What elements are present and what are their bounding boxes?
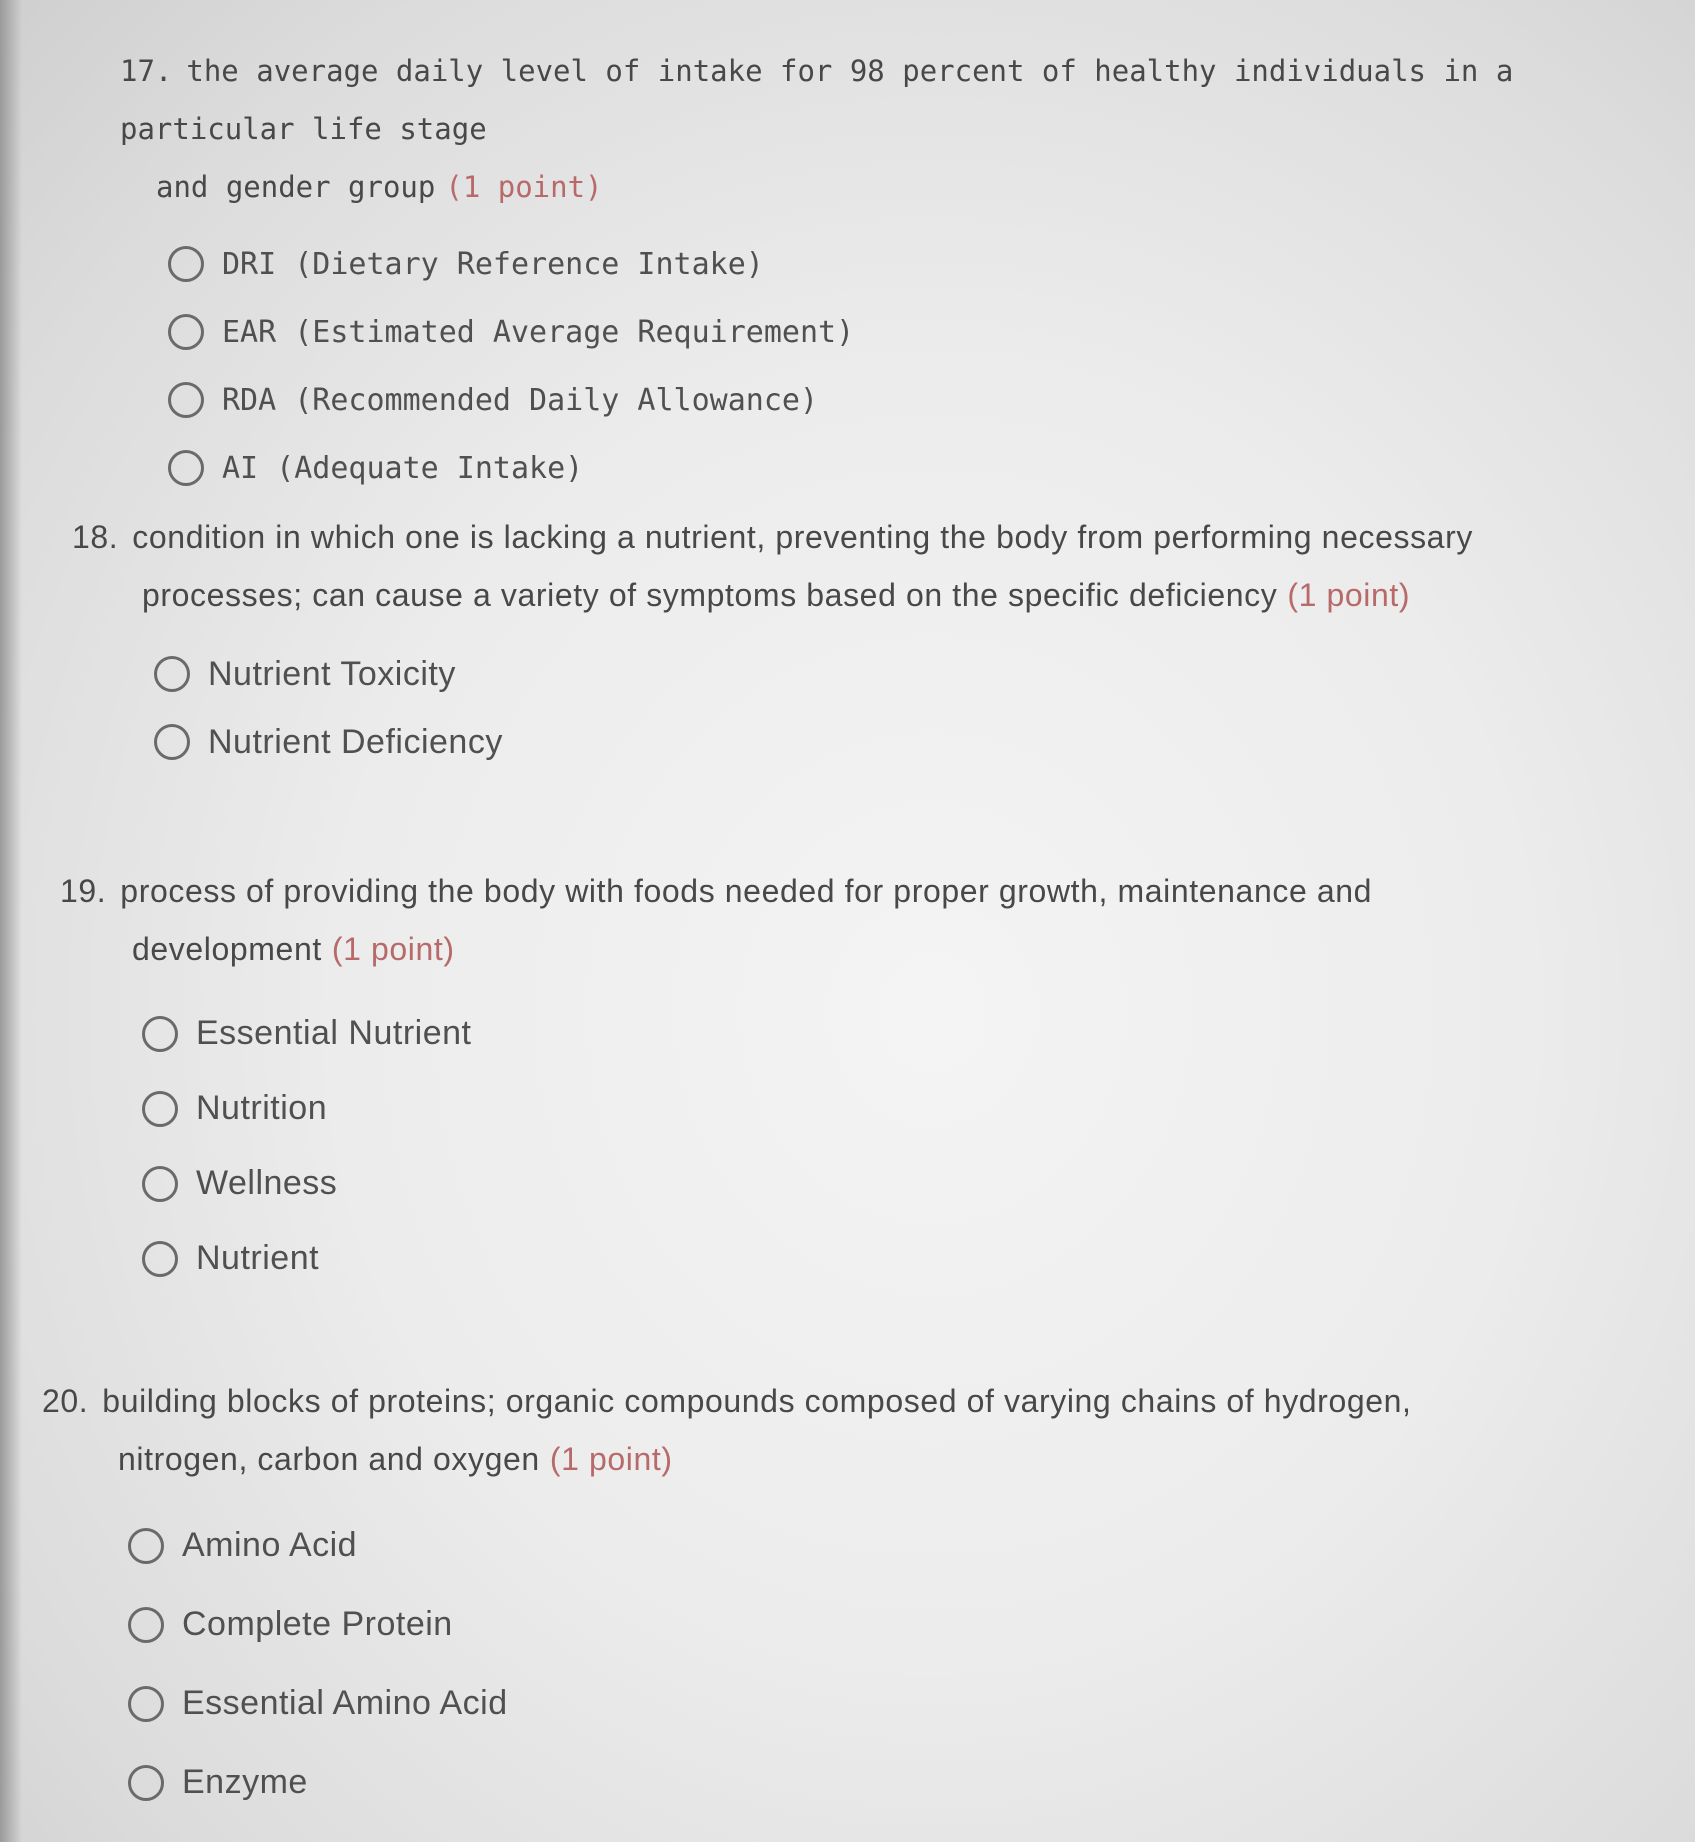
- radio-button[interactable]: [142, 1016, 178, 1052]
- option-rda[interactable]: [168, 366, 1640, 434]
- option-complete-protein[interactable]: [128, 1585, 1642, 1664]
- option-label: Essential Amino Acid: [182, 1684, 508, 1722]
- option-wellness[interactable]: [142, 1146, 1620, 1221]
- question-text-line2: and gender group: [156, 170, 436, 204]
- points-label: (1 point): [331, 931, 455, 967]
- option-amino-acid[interactable]: [128, 1506, 1642, 1585]
- option-nutrition[interactable]: [142, 1071, 1620, 1146]
- radio-button[interactable]: [142, 1166, 178, 1202]
- option-enzyme[interactable]: [128, 1743, 1642, 1822]
- question-19-prompt: [60, 862, 1620, 978]
- option-nutrient[interactable]: [142, 1221, 1620, 1296]
- radio-button[interactable]: [168, 246, 204, 282]
- question-text-line2: development: [132, 931, 322, 967]
- radio-button[interactable]: [154, 724, 190, 760]
- option-list: [120, 230, 1640, 502]
- radio-button[interactable]: [128, 1686, 164, 1722]
- option-list: [42, 1506, 1642, 1822]
- radio-button[interactable]: [128, 1528, 164, 1564]
- question-number: 20.: [42, 1383, 89, 1419]
- radio-button[interactable]: [128, 1607, 164, 1643]
- option-label: Nutrient Deficiency: [208, 722, 503, 761]
- question-18-prompt: [72, 508, 1632, 624]
- option-label: Nutrient: [196, 1239, 320, 1277]
- option-label: RDA (Recommended Daily Allowance): [222, 382, 819, 418]
- option-dri[interactable]: [168, 230, 1640, 298]
- question-number: 17.: [120, 54, 173, 88]
- question-text-line1: condition in which one is lacking a nutrient, preventing the body from performing necessary: [132, 519, 1473, 555]
- option-ear[interactable]: [168, 298, 1640, 366]
- option-ai[interactable]: [168, 434, 1640, 502]
- radio-button[interactable]: [128, 1765, 164, 1801]
- question-20-prompt: [42, 1372, 1642, 1488]
- option-label: Enzyme: [182, 1763, 308, 1801]
- option-label: Nutrition: [196, 1089, 328, 1127]
- question-text-line1: the average daily level of intake for 98 percent of healthy individuals in a particular life stage: [120, 54, 1514, 146]
- question-20: [42, 1372, 1642, 1822]
- radio-button[interactable]: [142, 1091, 178, 1127]
- option-label: AI (Adequate Intake): [222, 450, 584, 486]
- points-label: (1 point): [549, 1441, 673, 1477]
- option-list: [72, 640, 1632, 776]
- question-17-prompt: [120, 42, 1640, 216]
- question-18: [72, 508, 1632, 776]
- option-nutrient-deficiency[interactable]: [154, 708, 1632, 776]
- question-text-line2: nitrogen, carbon and oxygen: [118, 1441, 540, 1477]
- radio-button[interactable]: [168, 382, 204, 418]
- question-number: 19.: [60, 873, 107, 909]
- radio-button[interactable]: [168, 450, 204, 486]
- question-text-line1: process of providing the body with foods needed for proper growth, maintenance and: [120, 873, 1373, 909]
- question-number: 18.: [72, 519, 119, 555]
- question-text-line1: building blocks of proteins; organic compounds composed of varying chains of hydrogen,: [102, 1383, 1412, 1419]
- option-label: Complete Protein: [182, 1605, 453, 1643]
- radio-button[interactable]: [142, 1241, 178, 1277]
- question-17: [120, 42, 1640, 502]
- question-text-line2: processes; can cause a variety of symptoms based on the specific deficiency: [142, 577, 1278, 613]
- option-label: DRI (Dietary Reference Intake): [222, 246, 764, 282]
- points-label: (1 point): [445, 170, 603, 204]
- question-19: [60, 862, 1620, 1296]
- option-label: Amino Acid: [182, 1526, 358, 1564]
- option-essential-amino-acid[interactable]: [128, 1664, 1642, 1743]
- radio-button[interactable]: [168, 314, 204, 350]
- option-label: Nutrient Toxicity: [208, 654, 456, 693]
- points-label: (1 point): [1287, 577, 1411, 613]
- option-list: [60, 996, 1620, 1296]
- option-essential-nutrient[interactable]: [142, 996, 1620, 1071]
- option-label: Essential Nutrient: [196, 1014, 472, 1052]
- option-label: EAR (Estimated Average Requirement): [222, 314, 855, 350]
- radio-button[interactable]: [154, 656, 190, 692]
- option-label: Wellness: [196, 1164, 338, 1202]
- option-nutrient-toxicity[interactable]: [154, 640, 1632, 708]
